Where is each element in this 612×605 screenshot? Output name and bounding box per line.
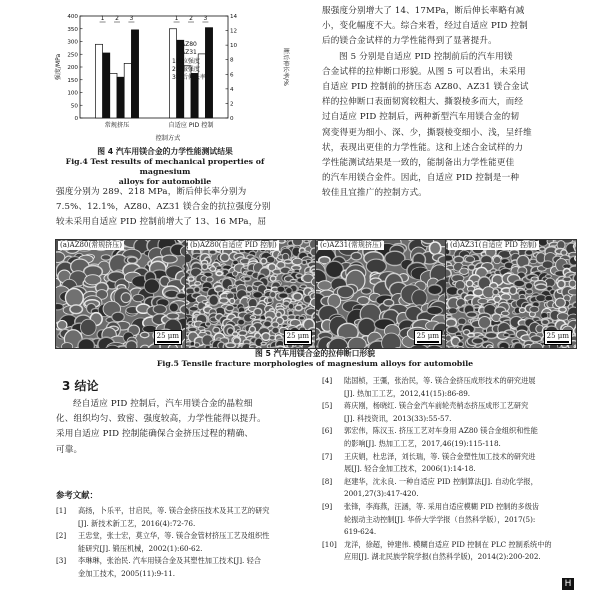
metric-tag: 3 bbox=[203, 15, 208, 22]
figure-4-caption-en-2: alloys for automobile bbox=[118, 177, 212, 186]
section-title-conclusion: 3 结论 bbox=[62, 379, 99, 393]
y-axis-label: 强度/MPa bbox=[55, 53, 62, 81]
right-line-3: 后的镁合金试样的力学性能得到了显著提升。 bbox=[322, 36, 497, 47]
reference-text: [J]. 新技术新工艺，2016(4):72-76. bbox=[78, 518, 196, 528]
reference-item bbox=[322, 476, 574, 501]
panel-a-scale-bar bbox=[154, 330, 182, 345]
figure-5-caption-en: Fig.5 Tensile fracture morphologies of magnesium alloys for automobile bbox=[156, 359, 474, 368]
references-heading: 参考文献： bbox=[56, 490, 98, 500]
figure-5-panel-a bbox=[55, 239, 187, 349]
reference-text: 应用[J]. 湖北民族学院学报(自然科学版)，2014(2):200-202. bbox=[344, 552, 541, 562]
y2-tick-label: 8 bbox=[230, 57, 234, 64]
figure-5-caption-cn: 图 5 汽车用镁合金的拉伸断口形貌 bbox=[254, 349, 375, 358]
panel-c-scale-bar bbox=[414, 330, 442, 345]
metric-tag: 1 bbox=[174, 15, 179, 22]
reference-text: 能研究[J]. 锻压机械，2002(1):60-62. bbox=[78, 543, 203, 553]
reference-text: 李琳琳，张治民. 汽车用镁合金及其塑性加工技术[J]. 轻合 bbox=[78, 556, 261, 566]
y-tick-label: 50 bbox=[70, 103, 78, 110]
left-line-1: 强度分别为 289、218 MPa，断后伸长率分别为 bbox=[56, 187, 247, 197]
reference-line bbox=[322, 375, 574, 388]
y2-tick-label: 14 bbox=[230, 14, 238, 20]
reference-item bbox=[56, 505, 304, 530]
reference-text: 张锋，李海燕，汪涵，等. 采用自适应模糊 PID 控制的多级齿 bbox=[344, 501, 540, 511]
reference-text: 619-624. bbox=[344, 527, 377, 537]
reference-line bbox=[322, 425, 574, 438]
legend-metric-3: 3断后伸长率 bbox=[172, 74, 206, 81]
y-tick-label: 300 bbox=[67, 39, 78, 46]
panel-a-label: (a)AZ80(常规挤压) bbox=[60, 241, 122, 249]
y2-axis-label: 断后伸长率/% bbox=[282, 48, 289, 86]
reference-text: 龙洋，徐超，钟建伟. 模糊自适应 PID 控制在 PLC 控制系统中的 bbox=[344, 539, 552, 549]
y2-tick-label: 4 bbox=[230, 86, 234, 93]
figure-4-chart bbox=[52, 6, 292, 144]
right-line-6: 自适应 PID 控制前的挤压态 AZ80、AZ31 镁合金试 bbox=[322, 82, 529, 93]
right-line-8: 过自适应 PID 控制后，两种新型汽车用镁合金的韧 bbox=[322, 112, 520, 123]
right-line-12: 的汽车用镁合金件。因此，自适应 PID 控制是一种 bbox=[322, 173, 520, 184]
reference-line bbox=[322, 451, 574, 464]
reference-text: 赵建华，沈永良. 一种自适应 PID 控制算法[J]. 自动化学报， bbox=[344, 476, 538, 486]
reference-number: [3] bbox=[56, 556, 67, 566]
reference-line bbox=[322, 400, 574, 413]
right-line-1: 服强度分别增大了 14、17MPa，断后伸长率略有减 bbox=[322, 6, 525, 16]
reference-text: 蒋庆刚，杨晓红. 镁合金汽车前轮壳梢态挤压成形工艺研究 bbox=[344, 401, 529, 411]
reference-line bbox=[56, 530, 304, 543]
panel-c-scale-text: 25 μm bbox=[416, 332, 439, 340]
panel-b-scale-text: 25 μm bbox=[286, 332, 309, 340]
right-column-text bbox=[322, 4, 570, 202]
bar-az80-metric-3 bbox=[124, 63, 131, 118]
right-line-10: 状，表现出更佳的力学性能。这和上述合金试样的力 bbox=[322, 142, 524, 153]
references-left bbox=[56, 505, 304, 581]
metric-tag: 2 bbox=[115, 15, 119, 22]
figure-4-caption-cn: 图 4 汽车用镁合金的力学性能测试结果 bbox=[97, 147, 233, 156]
y2-tick-label: 10 bbox=[230, 43, 238, 50]
panel-b-label: (b)AZ80(自适应 PID 控制) bbox=[190, 241, 277, 249]
metric-tag: 1 bbox=[100, 15, 105, 22]
y-tick-label: 100 bbox=[67, 90, 78, 97]
y-tick-label: 150 bbox=[67, 77, 78, 84]
panel-d-label: (d)AZ31(自适应 PID 控制) bbox=[450, 241, 537, 249]
conclusion-line-3: 采用自适应 PID 控制能确保合金挤压过程的精确、 bbox=[56, 429, 254, 440]
reference-text: 轮振动主动控制[J]. 华侨大学学报（自然科学版），2017(5): bbox=[344, 514, 536, 524]
y-tick-label: 0 bbox=[74, 116, 78, 122]
reference-item bbox=[322, 451, 574, 476]
metric-tag: 3 bbox=[129, 15, 134, 22]
y-tick-label: 200 bbox=[67, 65, 78, 71]
reference-line bbox=[56, 555, 304, 568]
reference-text: 的影响[J]. 热加工工艺，2017,46(19):115-118. bbox=[344, 438, 501, 448]
conclusion-line-1: 经自适应 PID 控制后，汽车用镁合金的晶粒细 bbox=[73, 399, 253, 409]
reference-text: 高扬，卜乐平，甘启民，等. 镁合金挤压技术及其工艺的研究 bbox=[78, 506, 270, 515]
reference-number: [5] bbox=[322, 401, 333, 411]
figure-5-panel-d bbox=[445, 239, 577, 349]
panel-b-scale-bar bbox=[284, 330, 312, 345]
legend-metric-1: 1抗拉强度 bbox=[172, 58, 200, 65]
y-tick-label: 350 bbox=[67, 26, 78, 33]
references-right bbox=[322, 375, 574, 564]
y2-tick-label: 0 bbox=[230, 116, 234, 122]
reference-text: 郭宏伟，陈汉玉. 挤压工艺对车身用 AZ80 镁合金组织和性能 bbox=[344, 426, 538, 436]
reference-line bbox=[322, 476, 574, 489]
bar-az31-metric-2 bbox=[117, 77, 124, 118]
x-tick-label: 常规挤压 bbox=[104, 122, 130, 129]
metric-tag: 2 bbox=[189, 15, 193, 22]
panel-d-scale-text: 25 μm bbox=[546, 332, 569, 340]
bar-az31-metric-3 bbox=[205, 28, 212, 118]
reference-item bbox=[322, 425, 574, 450]
figure-5-panel-b bbox=[185, 239, 317, 349]
bar-az80-metric-1 bbox=[95, 44, 102, 118]
legend-label-az80: AZ80 bbox=[181, 41, 197, 48]
right-line-5: 合金试样的拉伸断口形貌。从图 5 可以看出，未采用 bbox=[322, 66, 526, 77]
panel-a-scale-text: 25 μm bbox=[156, 332, 179, 340]
y2-tick-label: 2 bbox=[230, 101, 234, 108]
reference-item bbox=[322, 501, 574, 539]
bar-az31-metric-3 bbox=[131, 30, 138, 118]
reference-number: [2] bbox=[56, 531, 67, 541]
conclusion-line-4: 可靠。 bbox=[56, 444, 83, 455]
reference-number: [9] bbox=[322, 501, 333, 511]
right-line-4: 图 5 分别是自适应 PID 控制前后的汽车用镁 bbox=[339, 51, 513, 62]
right-line-7: 样的拉伸断口表面韧窝较粗大、撕裂棱多而大，而经 bbox=[322, 97, 524, 108]
y-tick-label: 400 bbox=[67, 14, 78, 20]
reference-line bbox=[322, 501, 574, 514]
x-axis-label: 控制方式 bbox=[155, 135, 181, 142]
reference-text: 王庆娟，杜忠泽，刘长瑞，等. 镁合金塑性加工技术的研究进 bbox=[344, 451, 536, 461]
reference-text: 陆国桢，王彊，张治民，等. 镁合金挤压成形技术的研究进展 bbox=[344, 376, 536, 385]
figure-5-caption bbox=[55, 349, 575, 369]
page-corner-mark: H bbox=[562, 578, 574, 590]
right-line-9: 窝变得更为细小、深、少，撕裂棱变细小、浅，呈纤维 bbox=[322, 127, 532, 138]
figure-4-caption-en-1: Fig.4 Test results of mechanical properties of magnesium bbox=[65, 157, 265, 176]
reference-number: [1] bbox=[56, 506, 67, 515]
reference-item bbox=[322, 539, 574, 564]
conclusion-line-2: 化、组织均匀、致密、强度较高，力学性能得以提升。 bbox=[56, 414, 266, 425]
conclusion-paragraph bbox=[56, 397, 298, 458]
figure-5-panel-c bbox=[315, 239, 447, 349]
y-tick-label: 250 bbox=[67, 52, 78, 59]
bar-az80-metric-2 bbox=[110, 73, 117, 118]
reference-text: 展[J]. 轻合金加工技术，2006(1):14-18. bbox=[344, 464, 476, 474]
reference-text: 金加工技术，2005(11):9-11. bbox=[78, 568, 176, 578]
legend-metric-2: 2屈服强度 bbox=[172, 66, 200, 73]
reference-number: [10] bbox=[322, 539, 337, 549]
reference-number: [7] bbox=[322, 451, 333, 461]
left-line-3: 较未采用自适应 PID 控制前增大了 13、16 MPa，屈 bbox=[56, 217, 267, 228]
bar-az31-metric-1 bbox=[103, 53, 110, 118]
reference-item bbox=[56, 555, 304, 580]
reference-number: [4] bbox=[322, 376, 333, 385]
panel-c-label: (c)AZ31(常规挤压) bbox=[320, 241, 382, 249]
right-line-2: 小，变化幅度不大。综合来看，经过自适应 PID 控制 bbox=[322, 21, 528, 32]
right-line-13: 较佳且宜推广的控制方式。 bbox=[322, 188, 427, 199]
reference-text: [J]. 科技资讯，2013(33):55-57. bbox=[344, 413, 452, 423]
left-line-2: 7.5%、12.1%，AZ80、AZ31 镁合金的抗拉强度分别 bbox=[56, 202, 271, 213]
reference-item bbox=[322, 400, 574, 425]
reference-line bbox=[322, 539, 574, 552]
legend-label-az31: AZ31 bbox=[181, 49, 197, 56]
reference-number: [6] bbox=[322, 426, 333, 436]
left-paragraph bbox=[56, 185, 298, 231]
panel-d-scale-bar bbox=[544, 330, 572, 345]
right-line-11: 学性能测试结果是一致的，能制备出力学性能更佳 bbox=[322, 158, 515, 169]
reference-line bbox=[56, 505, 304, 518]
reference-item bbox=[56, 530, 304, 555]
x-tick-label: 自适应 PID 控制 bbox=[168, 122, 214, 129]
reference-text: [J]. 热加工工艺，2012,41(15):86-89. bbox=[344, 388, 471, 398]
figure-4-caption bbox=[40, 147, 290, 187]
y2-tick-label: 6 bbox=[230, 72, 234, 79]
reference-item bbox=[322, 375, 574, 400]
reference-text: 王忠堂，张士宏，莫立华，等. 镁合金管材挤压工艺及组织性 bbox=[78, 531, 270, 541]
reference-number: [8] bbox=[322, 476, 333, 486]
y2-tick-label: 12 bbox=[230, 28, 238, 35]
reference-text: 2001,27(3):417-420. bbox=[344, 489, 419, 499]
